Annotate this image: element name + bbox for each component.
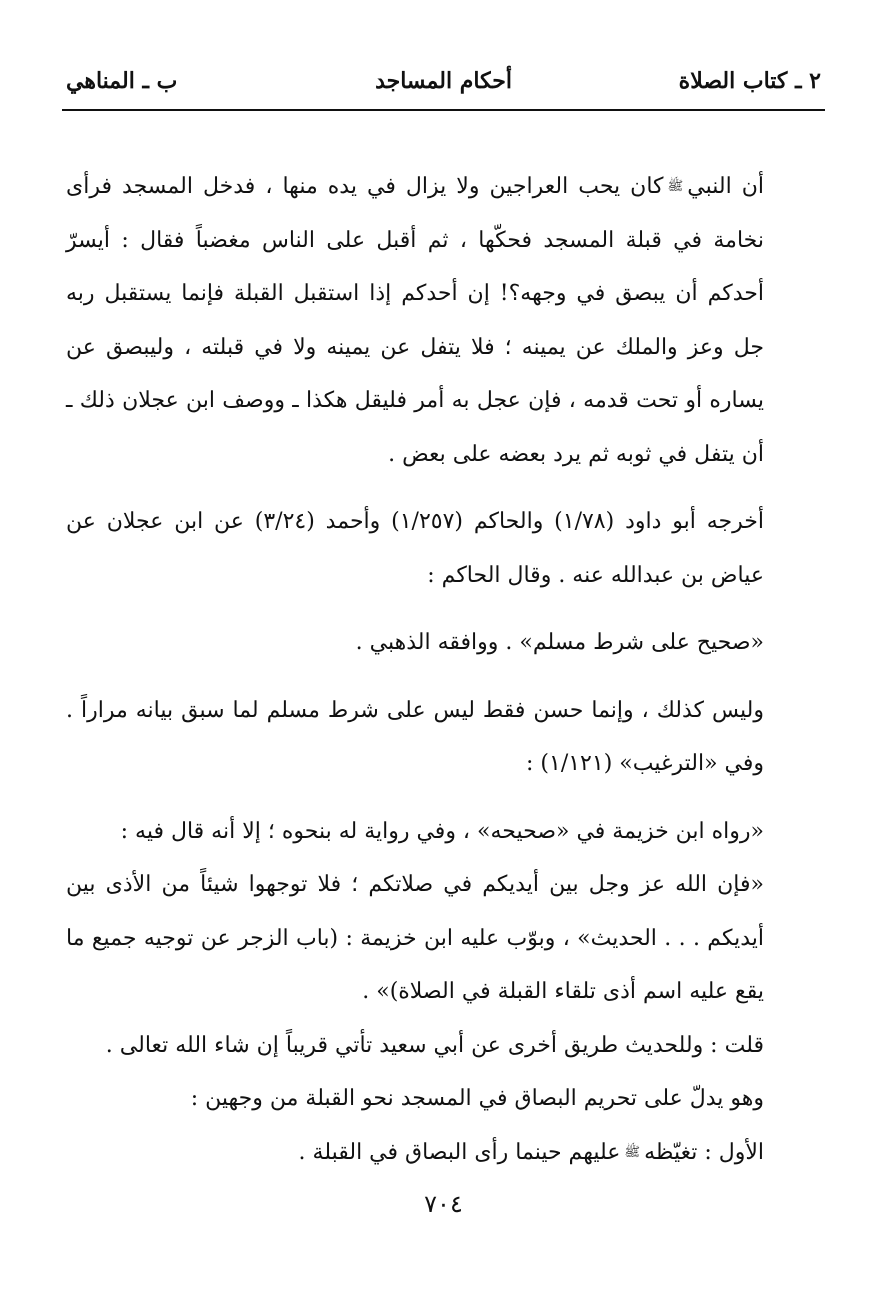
paragraph-comment: قلت : وللحديث طريق أخرى عن أبي سعيد تأتي قريباً إن شاء الله تعالى . <box>105 1032 764 1058</box>
paragraph-quote: «فإن الله عز وجل بين أيديكم في صلاتكم ؛ فلا توجهوا شيئاً من الأذى بين أيديكم . . . الحديث» ، وبوّب عليه ابن خزيمة : (باب الزجر عن توجيه جميع ما يقع عليه اسم أذى تلقاء القبلة في الصلاة)» . <box>66 872 764 1005</box>
paragraph-takhrij: أخرجه أبو داود (١/٧٨) والحاكم (١/٢٥٧) وأحمد (٣/٢٤) عن ابن عجلان عن عياض بن عبدالله عنه . وقال الحاكم : <box>66 509 764 588</box>
paragraph-text: الأول : تغيّظه <box>644 1139 764 1165</box>
paragraph-quote: «رواه ابن خزيمة في «صحيحه» ، وفي رواية له بنحوه ؛ إلا أنه قال فيه : <box>120 818 764 844</box>
honorific-symbol: ﷺ <box>624 1145 641 1160</box>
header-section: أحكام المساجد <box>375 68 512 94</box>
paragraph-quote: «صحيح على شرط مسلم» . ووافقه الذهبي . <box>355 630 764 656</box>
paragraph-comment: وليس كذلك ، وإنما حسن فقط ليس على شرط مسلم لما سبق بيانه مراراً . وفي «الترغيب» (١/١٢١) : <box>66 697 764 777</box>
page-body <box>66 160 810 1180</box>
paragraph-comment: وهو يدلّ على تحريم البصاق في المسجد نحو القبلة من وجهين : <box>190 1086 764 1112</box>
header-rule <box>62 109 825 111</box>
paragraph-text: كان يحب العراجين ولا يزال في يده منها ، فدخل المسجد فرأى نخامة في قبلة المسجد فحكّها ، ثم أقبل على الناس مغضباً فقال : أيسرّ أحدكم أن يبصق في وجهه؟! إن أحدكم إذا استقبل القبلة فإنما يستقبل ربه جل وعز والملك عن يمينه ؛ فلا يتفل عن يمينه ولا في قبلته ، وليبصق عن يساره أو تحت قدمه ، فإن عجل به أمر فليقل هكذا ـ ووصف ابن عجلان ذلك ـ أن يتفل في ثوبه ثم يرد بعضه على بعض . <box>66 174 764 467</box>
header-chapter: ٢ ـ كتاب الصلاة <box>678 68 821 94</box>
paragraph-hadith <box>66 160 810 481</box>
honorific-symbol: ﷺ <box>667 179 684 195</box>
page-number: ٧٠٤ <box>424 1190 463 1218</box>
paragraph-text: عليهم حينما رأى البصاق في القبلة . <box>298 1139 621 1165</box>
header-subsection: ب ـ المناهي <box>66 68 178 94</box>
paragraph-text: أن النبي <box>687 174 764 199</box>
running-header <box>66 62 821 102</box>
paragraph-point <box>66 1126 810 1180</box>
